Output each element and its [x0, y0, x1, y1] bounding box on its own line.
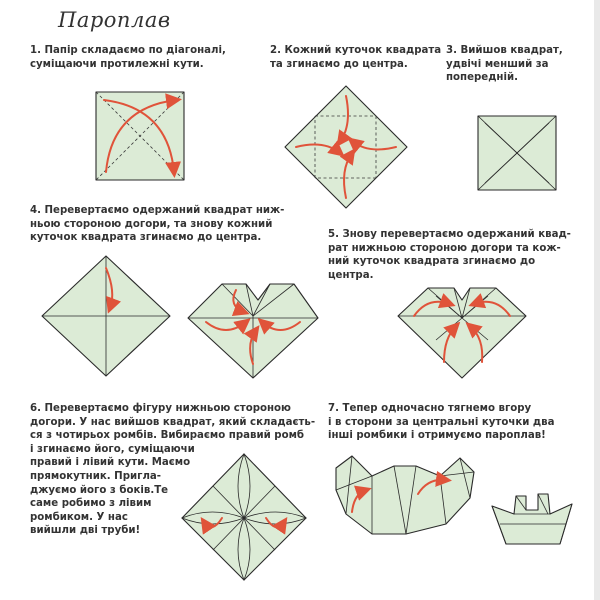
step-5-figure [398, 288, 526, 378]
step-6-text: 6. Перевертаємо фігуру нижньою стороною догори. У нас вийшов квадрат, який складаєть- ся з чотирьох ромбів. Вибираємо правий ромб і згинаємо його, суміщаючи правий і лівий кути. Маємо прямокутник. Пригла- джуємо його з боків.Те саме робимо з лівим ромбиком. У нас вийшли дві труби! [30, 403, 316, 537]
step-6-figure [182, 454, 306, 580]
step-4-text: 4. Перевертаємо одержаний квадрат ниж- ньою стороною догори, та знову кожний куточок квадрата згинаємо до центра. [30, 205, 285, 244]
step-7-figure-a [336, 456, 474, 534]
step-1-figure [96, 92, 184, 180]
step-3-text: 3. Вийшов квадрат, удвічі менший за попередній. [446, 45, 563, 84]
step-2-text: 2. Кожний куточок квадрата та згинаємо до центра. [270, 45, 442, 70]
step-7-text: 7. Тепер одночасно тягнемо вгору і в сторони за центральні куточки два інші ромбики і отримуємо пароплав! [328, 403, 555, 442]
step-7-figure-b [492, 494, 572, 544]
step-4-figure-a [42, 256, 170, 376]
step-5-text: 5. Знову перевертаємо одержаний квад- рат нижньою стороною догори та кож- ний куточок квадрата згинаємо до центра. [328, 229, 571, 281]
step-2-figure [285, 86, 407, 208]
step-4-figure-b [188, 284, 318, 378]
page-title: Пароплав [58, 8, 171, 32]
step-1-text: 1. Папір складаємо по діагоналі, суміщаючи протилежні кути. [30, 45, 226, 70]
step-3-figure [478, 116, 556, 190]
